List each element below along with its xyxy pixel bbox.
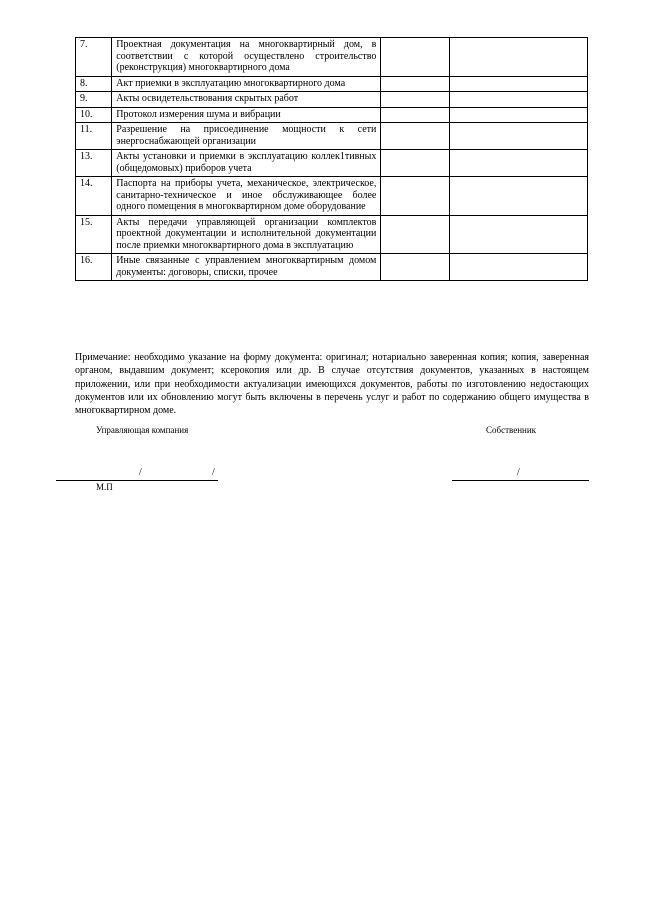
document-name: Проектная документация на многоквартирный дом, в соответствии с которой осуществлено строительство (реконструкция) многоквартирного дома — [112, 38, 381, 77]
document-name: Иные связанные с управлением многоквартирным домом документы: договоры, списки, прочее — [112, 254, 381, 281]
stamp-place-label: М.П — [96, 482, 113, 492]
document-name: Разрешение на присоединение мощности к сети энергоснабжающей организации — [112, 123, 381, 150]
signature-slash: / — [212, 467, 215, 478]
management-signature-line — [56, 480, 218, 481]
empty-cell — [449, 150, 587, 177]
empty-cell — [449, 107, 587, 123]
owner-signature-line — [452, 480, 589, 481]
empty-cell — [381, 76, 450, 92]
management-company-label: Управляющая компания — [96, 425, 189, 435]
table-row — [76, 177, 588, 216]
document-name: Протокол измерения шума и вибрации — [112, 107, 381, 123]
row-number: 13. — [76, 150, 112, 177]
empty-cell — [381, 123, 450, 150]
row-number: 7. — [76, 38, 112, 77]
note-paragraph: Примечание: необходимо указание на форму документа: оригинал; нотариально заверенная копия; копия, заверенная органом, выдавшим документ; ксерокопия или др. В случае отсутствия документов, указанных в настоящем приложении, или при необходимости актуализации имеющихся документов, работы по изготовлению недостающих документов или их обновлению могут быть включены в перечень услуг и работ по содержанию общего имущества в многоквартирном доме. — [75, 352, 589, 417]
empty-cell — [449, 177, 587, 216]
empty-cell — [381, 215, 450, 254]
table-row — [76, 92, 588, 108]
row-number: 8. — [76, 76, 112, 92]
document-name: Акт приемки в эксплуатацию многоквартирного дома — [112, 76, 381, 92]
empty-cell — [381, 38, 450, 77]
document-name: Акты установки и приемки в эксплуатацию коллек1тивных (общедомовых) приборов учета — [112, 150, 381, 177]
documents-table-body — [76, 38, 588, 281]
empty-cell — [381, 254, 450, 281]
row-number: 9. — [76, 92, 112, 108]
document-name: Паспорта на приборы учета, механическое, электрическое, санитарно-техническое и иное обслуживающее более одного помещения в многоквартирном доме оборудование — [112, 177, 381, 216]
table-row — [76, 107, 588, 123]
empty-cell — [449, 215, 587, 254]
row-number: 11. — [76, 123, 112, 150]
empty-cell — [449, 38, 587, 77]
row-number: 16. — [76, 254, 112, 281]
table-row — [76, 123, 588, 150]
empty-cell — [449, 254, 587, 281]
empty-cell — [381, 150, 450, 177]
table-row — [76, 254, 588, 281]
row-number: 15. — [76, 215, 112, 254]
table-row — [76, 215, 588, 254]
table-row — [76, 76, 588, 92]
document-name: Акты передачи управляющей организации комплектов проектной документации и исполнительной документации после приемки многоквартирного дома в эксплуатацию — [112, 215, 381, 254]
row-number: 10. — [76, 107, 112, 123]
documents-table — [75, 37, 588, 281]
table-row — [76, 38, 588, 77]
empty-cell — [449, 92, 587, 108]
empty-cell — [449, 123, 587, 150]
signature-slash: / — [139, 467, 142, 478]
table-row — [76, 150, 588, 177]
document-name: Акты освидетельствования скрытых работ — [112, 92, 381, 108]
row-number: 14. — [76, 177, 112, 216]
empty-cell — [381, 177, 450, 216]
signature-slash: / — [517, 467, 520, 478]
empty-cell — [449, 76, 587, 92]
owner-label: Собственник — [486, 425, 537, 435]
empty-cell — [381, 92, 450, 108]
empty-cell — [381, 107, 450, 123]
